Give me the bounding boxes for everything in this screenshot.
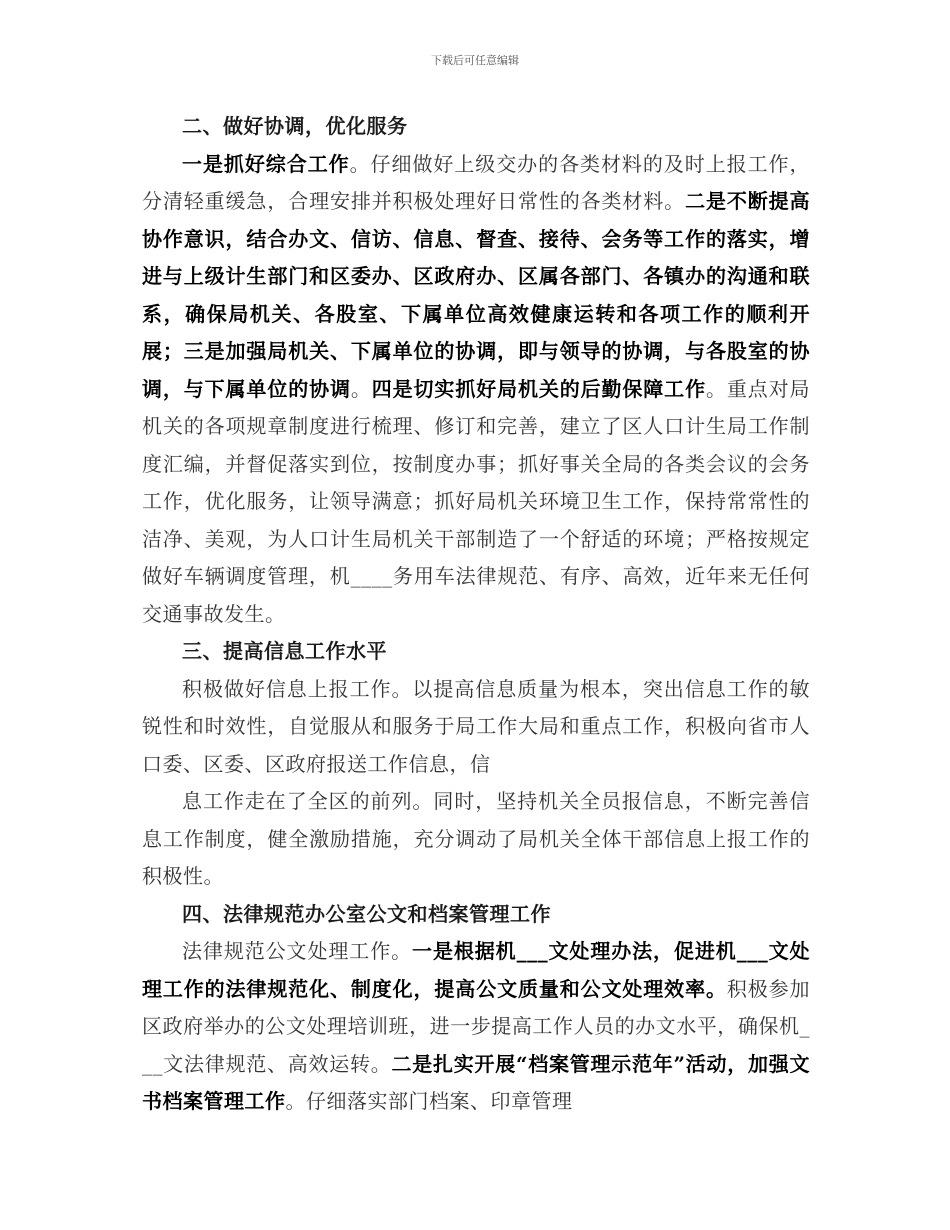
body-text: 法律规范公文处理工作。	[182, 939, 413, 963]
section-heading	[142, 633, 810, 671]
bold-text: 一是抓好综合工作	[182, 151, 350, 176]
bold-text: 四是切实抓好局机关的后勤保障工作	[371, 376, 706, 401]
bold-text: 一是根据机___文处理办法，促进机___文处理工作的法律规范化、制度化，提高公文质量和公文处理效率。	[142, 939, 811, 1001]
paragraph	[142, 783, 810, 896]
body-text: 。重点对局机关的各项规章制度进行梳理、修订和完善，建立了区人口计生局工作制度汇编，并督促落实到位，按制度办事；抓好事关全局的各类会议的会务工作，优化服务，让领导满意；抓好局机关环境卫生工作，保持常常性的洁净、美观，为人口计生局机关干部制造了一个舒适的环境；严格按规定做好车辆调度管理，机____务用车法律规范、有序、高效，近年来无任何交通事故发生。	[142, 376, 811, 626]
paragraph	[142, 933, 810, 1121]
section-heading	[142, 108, 810, 146]
body-text: 。仔细落实部门档案、印章管理	[285, 1089, 573, 1113]
paragraph	[142, 146, 810, 634]
section-heading	[142, 896, 810, 934]
bold-text: 二是扎实开展“档案管理示范年”活动，加强文书档案管理工作	[142, 1051, 810, 1113]
body-text: 积极做好信息上报工作。以提高信息质量为根本，突出信息工作的敏锐性和时效性，自觉服从和服务于局工作大局和重点工作，积极向省市人口委、区委、区政府报送工作信息，信	[142, 676, 810, 776]
body-text: 。仔细做好上级交办的各类材料的及时上报工作，分清轻重缓急，合理安排并积极处理好日常性的各类材料。	[142, 151, 811, 213]
page-header: 下载后可任意编辑	[431, 54, 519, 67]
body-text: 。	[350, 376, 372, 401]
section-heading-text: 二、做好协调，优化服务	[182, 114, 408, 138]
section-heading-text: 三、提高信息工作水平	[182, 639, 387, 663]
document-body	[142, 108, 810, 1121]
body-text: 息工作走在了全区的前列。同时，坚持机关全员报信息，不断完善信息工作制度，健全激励措施，充分调动了局机关全体干部信息上报工作的积极性。	[142, 789, 810, 888]
bold-text: 二是不断提高协作意识，结合办文、信访、信息、督查、接待、会务等工作的落实，增进与上级计生部门和区委办、区政府办、区属各部门、各镇办的沟通和联系，确保局机关、各股室、下属单位高效健康运转和各项工作的顺利开展；三是加强局机关、下属单位的协调，即与领导的协调，与各股室的协调，与下属单位的协调	[142, 189, 811, 401]
body-text: 积极参加区政府举办的公文处理培训班，进一步提高工作人员的办文水平，确保机___文法律规范、高效运转。	[142, 976, 811, 1076]
paragraph	[142, 671, 810, 784]
section-heading-text: 四、法律规范办公室公文和档案管理工作	[182, 901, 551, 926]
